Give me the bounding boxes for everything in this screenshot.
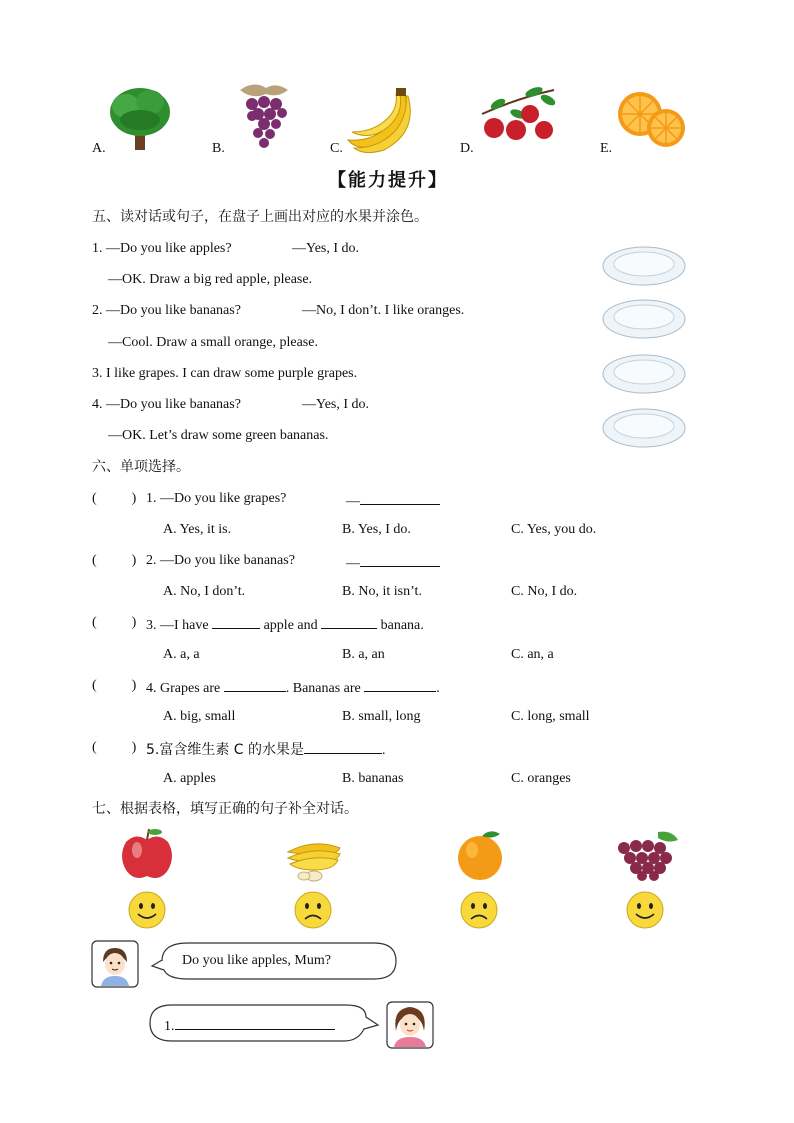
p5-line-1-answer: —Yes, I do. xyxy=(292,241,360,256)
tree-picture xyxy=(106,84,174,154)
mum-avatar xyxy=(386,1001,434,1049)
q5-option-b[interactable]: B. bananas xyxy=(342,771,404,786)
p5-line-5: 3. I like grapes. I can draw some purple grapes. xyxy=(92,366,358,381)
q1-option-c[interactable]: C. Yes, you do. xyxy=(511,522,597,537)
part6-heading: 六、单项选择。 xyxy=(92,459,190,475)
plate-1[interactable] xyxy=(603,247,685,285)
q2-answer-blank[interactable] xyxy=(346,552,440,573)
q3-option-c[interactable]: C. an, a xyxy=(511,647,554,662)
q3-blank-1[interactable] xyxy=(212,614,260,629)
q4-part2: . Bananas are xyxy=(285,681,361,696)
plate-4[interactable] xyxy=(603,409,685,447)
q1-option-a[interactable]: A. Yes, it is. xyxy=(163,522,232,537)
bananas-bunch-picture xyxy=(284,832,344,882)
answer-paren-2[interactable]: ( ) xyxy=(92,553,137,568)
choice-letter-d: D. xyxy=(460,141,474,156)
q3-part3: banana. xyxy=(380,618,424,633)
answer-paren-3[interactable]: ( ) xyxy=(92,615,137,630)
q4-blank-2[interactable] xyxy=(364,677,436,692)
q2-option-a[interactable]: A. No, I don’t. xyxy=(163,584,246,599)
q1-answer-blank[interactable] xyxy=(346,490,440,511)
q2-dash: — xyxy=(346,556,360,571)
oranges-picture xyxy=(616,90,688,150)
orange-picture xyxy=(454,828,510,882)
q3-blank-2[interactable] xyxy=(321,614,377,629)
q2-option-b[interactable]: B. No, it isn’t. xyxy=(342,584,422,599)
q2-text: 2. —Do you like bananas? xyxy=(146,553,295,568)
p5-line-6-answer: —Yes, I do. xyxy=(302,397,370,412)
part5-heading: 五、读对话或句子，在盘子上画出对应的水果并涂色。 xyxy=(92,209,428,225)
q4-blank-1[interactable] xyxy=(224,677,286,692)
bananas-picture xyxy=(344,86,416,154)
p5-line-4: —Cool. Draw a small orange, please. xyxy=(108,335,318,350)
smile-face-grapes xyxy=(626,891,664,929)
p5-line-1: 1. —Do you like apples? xyxy=(92,241,232,256)
q3-part2: apple and xyxy=(263,618,318,633)
q1-text: 1. —Do you like grapes? xyxy=(146,491,287,506)
grapes-bunch-picture xyxy=(612,828,682,882)
smile-face-apple xyxy=(128,891,166,929)
boy-avatar xyxy=(91,940,139,988)
choice-letter-c: C. xyxy=(330,141,343,156)
q5-text xyxy=(146,739,386,760)
section-banner: 【能力提升】 xyxy=(328,170,448,191)
q4-option-a[interactable]: A. big, small xyxy=(163,709,236,724)
plate-2[interactable] xyxy=(603,300,685,338)
q5-part2: . xyxy=(382,743,386,758)
p5-line-7: —OK. Let’s draw some green bananas. xyxy=(108,428,329,443)
q1-dash: — xyxy=(346,494,360,509)
q3-text xyxy=(146,614,424,635)
answer-paren-1[interactable]: ( ) xyxy=(92,491,137,506)
q5-part1: 5.富含维生素 C 的水果是 xyxy=(146,742,305,758)
p5-line-3-answer: —No, I don’t. I like oranges. xyxy=(302,303,465,318)
q3-option-a[interactable]: A. a, a xyxy=(163,647,200,662)
part7-heading: 七、根据表格，填写正确的句子补全对话。 xyxy=(92,801,358,817)
q4-part3: . xyxy=(436,681,440,696)
choice-letter-e: E. xyxy=(600,141,613,156)
choice-letter-a: A. xyxy=(92,141,106,156)
choice-letter-b: B. xyxy=(212,141,225,156)
q3-part1: 3. —I have xyxy=(146,618,209,633)
dialog-2-answer[interactable] xyxy=(164,1015,335,1036)
q3-option-b[interactable]: B. a, an xyxy=(342,647,385,662)
frown-face-orange xyxy=(460,891,498,929)
grapes-picture xyxy=(230,80,298,152)
apple-picture xyxy=(118,826,176,882)
p5-line-3: 2. —Do you like bananas? xyxy=(92,303,241,318)
q5-option-a[interactable]: A. apples xyxy=(163,771,216,786)
q4-option-c[interactable]: C. long, small xyxy=(511,709,590,724)
q4-part1: 4. Grapes are xyxy=(146,681,221,696)
answer-paren-4[interactable]: ( ) xyxy=(92,678,137,693)
frown-face-bananas xyxy=(294,891,332,929)
plates-column xyxy=(600,244,690,450)
q1-option-b[interactable]: B. Yes, I do. xyxy=(342,522,411,537)
plate-3[interactable] xyxy=(603,355,685,393)
dialog-1-text: Do you like apples, Mum? xyxy=(182,953,331,968)
q4-text xyxy=(146,677,440,698)
dialog-2-number: 1. xyxy=(164,1019,175,1034)
p5-line-6: 4. —Do you like bananas? xyxy=(92,397,241,412)
q5-blank[interactable] xyxy=(304,739,382,754)
p5-line-2: —OK. Draw a big red apple, please. xyxy=(108,272,313,287)
q4-option-b[interactable]: B. small, long xyxy=(342,709,421,724)
q5-option-c[interactable]: C. oranges xyxy=(511,771,571,786)
answer-paren-5[interactable]: ( ) xyxy=(92,740,137,755)
q2-option-c[interactable]: C. No, I do. xyxy=(511,584,578,599)
apples-branch-picture xyxy=(478,84,558,150)
